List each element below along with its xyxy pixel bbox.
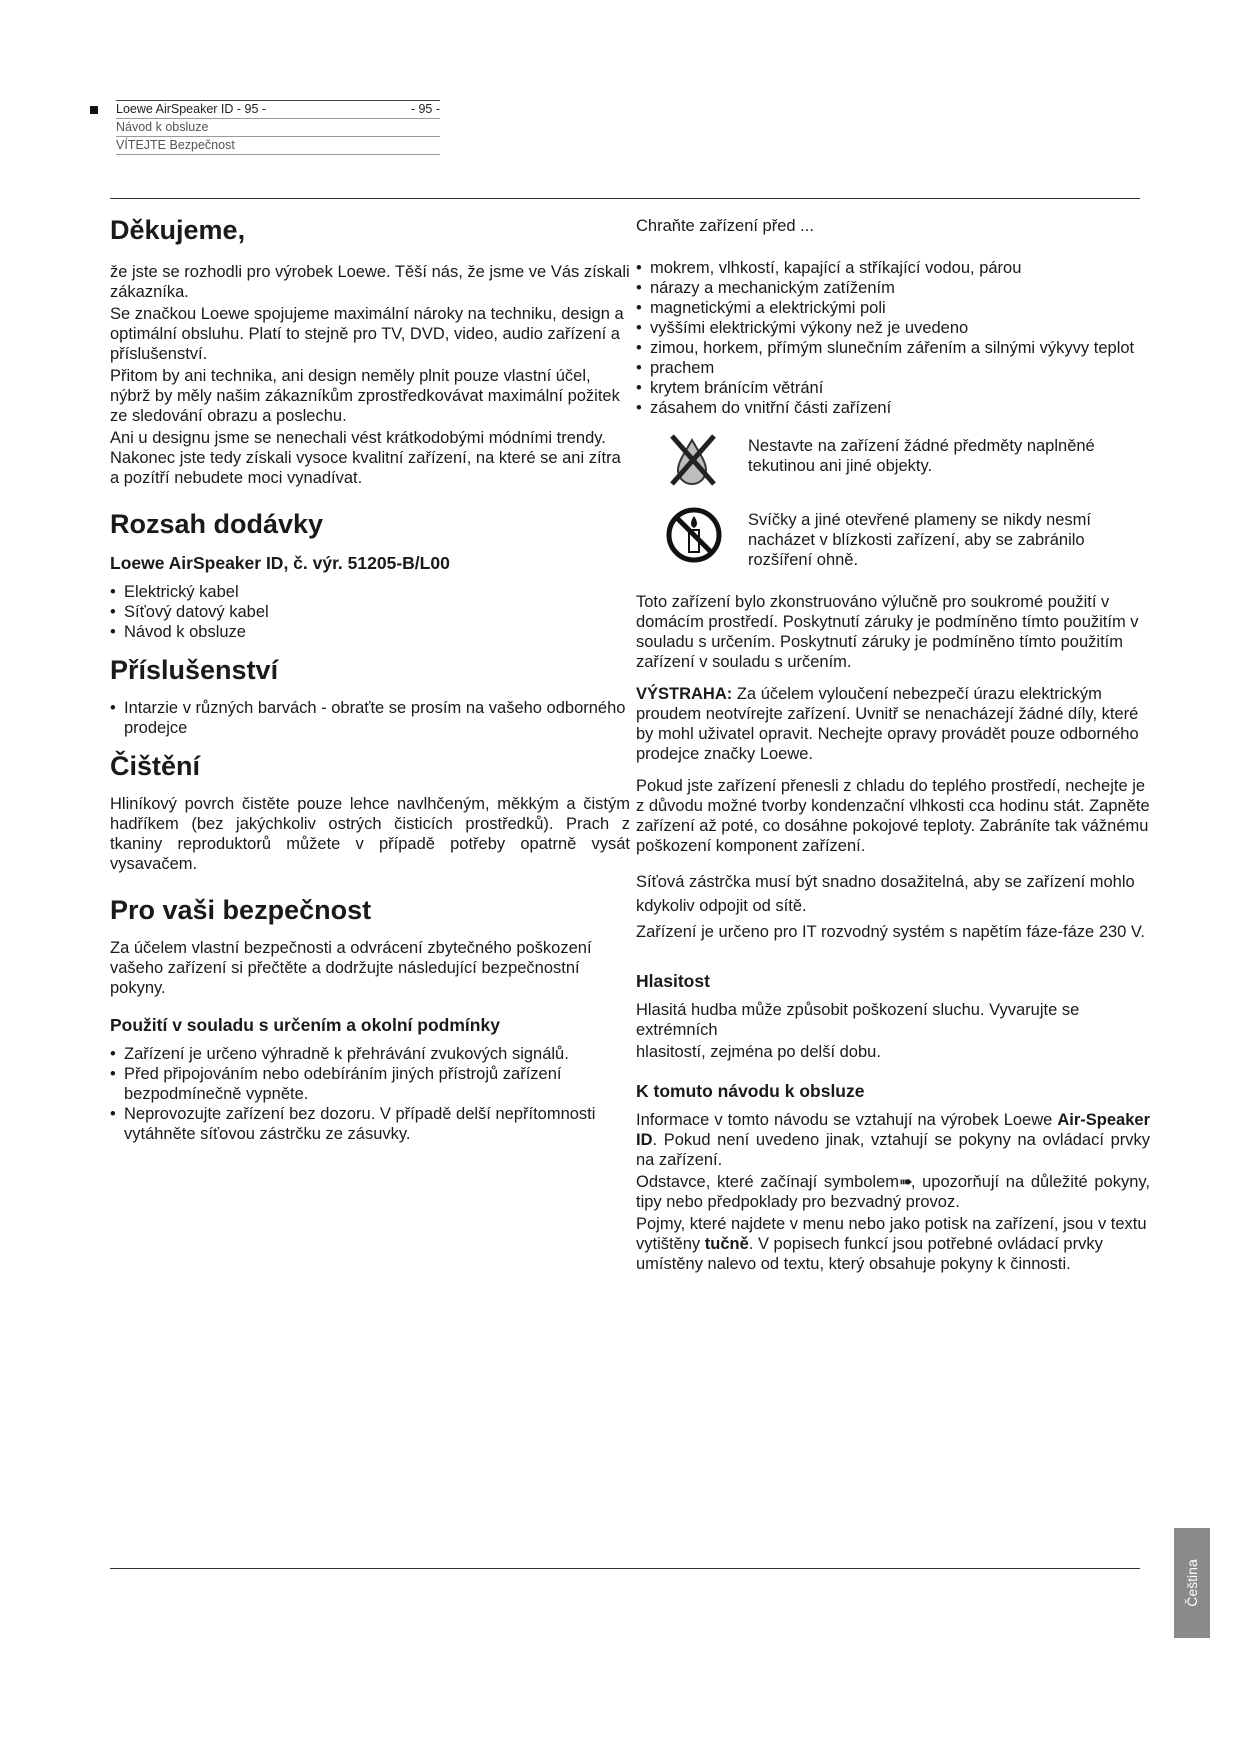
warning-text: Za účelem vyloučení nebezpečí úrazu elektrickým proudem neotvírejte zařízení. Uvnitř se nenacházejí žádné díly, které by mohl uživatel opravit. Nechejte opravy provádět pouze odborného prodejce značky Loewe. [636,685,1139,763]
about-text: , upozorňují na důležité pokyny, tipy nebo předpoklady pro bezvadný provoz. [636,1173,1151,1211]
list-item: • Síťový datový kabel [110,602,630,622]
scope-list [110,582,630,642]
cleaning-text: Hliníkový povrch čistěte pouze lehce navlhčeným, měkkým a čistým hadříkem (bez jakýchkoliv ostrých čisticích prostředků). Prach z tkaniny reproduktorů můžete v případě potřeby opatrně vysát vysavačem. [110,795,630,873]
accessories-list [110,698,630,738]
no-open-flame-icon [654,504,734,566]
safety-heading: Pro vaši bezpečnost [110,895,372,925]
about-paragraph [636,1172,1150,1212]
safety-intro: Za účelem vlastní bezpečnosti a odvrácení zbytečného poškození vašeho zařízení si přečtěte a dodržujte následující bezpečnostní pokyny. [110,939,592,997]
scope-subheading: Loewe AirSpeaker ID, č. výr. 51205-B/L00 [110,553,450,573]
scope-heading: Rozsah dodávky [110,509,324,539]
notice-flame [636,504,1150,570]
warning-paragraph [636,684,1150,764]
running-header [90,100,440,175]
list-item: • nárazy a mechanickým zatížením [636,278,1150,298]
notice-liquid-text: Nestavte na zařízení žádné předměty naplněné tekutinou ani jiné objekty. [748,437,1095,475]
list-item: • Elektrický kabel [110,582,630,602]
list-item: • Před připojováním nebo odebíráním jiných přístrojů zařízení bezpodmínečně vypněte. [110,1064,630,1104]
language-tab [1174,1528,1210,1638]
no-liquid-icon [654,430,734,492]
protect-list [636,258,1150,418]
header-title-row [116,100,440,118]
accessories-heading: Příslušenství [110,655,279,685]
it-network-text: Zařízení je určeno pro IT rozvodný systém s napětím fáze-fáze 230 V. [636,923,1146,941]
about-text: . V popisech funkcí jsou potřebné ovládací prvky umístěny nalevo od textu, který obsahuje pokyny k činnosti. [636,1235,1103,1273]
safety-list [110,1044,630,1144]
volume-text-line: hlasitostí, zejména po delší dobu. [636,1043,881,1061]
list-item: • vyššími elektrickými výkony než je uvedeno [636,318,1150,338]
list-item: • zásahem do vnitřní části zařízení [636,398,1150,418]
header-end-rule [116,154,440,175]
about-paragraph [636,1110,1150,1170]
thanks-paragraph: Ani u designu jsme se nenechali vést krátkodobými módními trendy. Nakonec jste tedy získali vysoce kvalitní zařízení, na které se ani zítra a pozítří nebudete moci vynadívat. [110,429,621,487]
private-use-text: Toto zařízení bylo zkonstruováno výlučně pro soukromé použití v domácím prostředí. Poskytnutí záruky je podmíněno tímto použitím v souladu s určením. Poskytnutí záruky je podmíněno tímto použitím zařízení v souladu s určením. [636,593,1139,671]
thanks-paragraph: že jste se rozhodli pro výrobek Loewe. Těší nás, že jsme ve Vás získali zákazníka. [110,263,630,301]
thanks-paragraph: Přitom by ani technika, ani design neměly plnit pouze vlastní účel, nýbrž by měly našim zákazníkům zprostředkovávat maximální požitek ze sledování obrazu a poslechu. [110,367,620,425]
thanks-heading: Děkujeme, [110,215,246,245]
about-paragraph [636,1214,1150,1274]
cleaning-heading: Čištění [110,751,201,781]
about-bold-word: tučně [704,1235,749,1253]
list-item: • Návod k obsluze [110,622,630,642]
right-column [636,208,1150,1276]
protect-intro: Chraňte zařízení před ... [636,217,814,235]
about-text: Pojmy, které najdete v menu nebo jako potisk na zařízení, jsou v textu vytištěny [636,1215,1147,1253]
thanks-paragraph: Se značkou Loewe spojujeme maximální nároky na techniku, design a optimální obsluhu. Platí to stejně pro TV, DVD, video, audio zařízení a příslušenství. [110,305,624,363]
about-text: . Pokud není uvedeno jinak, vztahují se pokyny na ovládací prvky na zařízení. [636,1131,1150,1169]
volume-heading: Hlasitost [636,971,710,991]
about-product-name: Air-Speaker ID [636,1111,1150,1149]
list-item: • Zařízení je určeno výhradně k přehrávání zvukových signálů. [110,1044,630,1064]
condensation-text: Pokud jste zařízení přenesli z chladu do teplého prostředí, nechejte je z důvodu možné tvorby kondenzační vlhkosti cca hodinu stát. Zapněte zařízení až poté, co dosáhne pokojové teploty. Zabráníte tak vážnému poškození komponent zařízení. [636,777,1150,855]
bottom-divider [110,1568,1140,1569]
safety-subheading: Použití v souladu s určením a okolní podmínky [110,1015,500,1035]
about-text: Odstavce, které začínají symbolem [636,1173,900,1191]
header-subtitle: Návod k obsluze [116,118,440,136]
list-item: • prachem [636,358,1150,378]
about-text: Informace v tomto návodu se vztahují na výrobek Loewe [636,1111,1058,1129]
list-item: • Neprovozujte zařízení bez dozoru. V případě delší nepřítomnosti vytáhněte síťovou zástrčku ze zásuvky. [110,1104,630,1144]
list-item: • magnetickými a elektrickými poli [636,298,1150,318]
notice-flame-text: Svíčky a jiné otevřené plameny se nikdy nesmí nacházet v blízkosti zařízení, aby se zabránilo rozšíření ohně. [748,511,1091,569]
warning-label: VÝSTRAHA: [636,685,733,703]
language-tab-label: Čeština [1184,1559,1200,1607]
plug-access-text: Síťová zástrčka musí být snadno dosažitelná, aby se zařízení mohlo kdykoliv odpojit od sítě. [636,873,1135,915]
arrow-icon: ➠ [899,1173,911,1191]
about-heading: K tomuto návodu k obsluze [636,1081,865,1101]
header-page-number: - 95 - [410,102,440,116]
list-item: • mokrem, vlhkostí, kapající a stříkající vodou, párou [636,258,1150,278]
top-divider [110,198,1140,199]
list-item: • zimou, horkem, přímým slunečním zářením a silnými výkyvy teplot [636,338,1150,358]
list-item: • krytem bránícím větrání [636,378,1150,398]
left-column [110,208,630,1156]
header-square-marker [90,106,98,114]
header-section: VÍTEJTE Bezpečnost [116,136,440,154]
list-item: • Intarzie v různých barvách - obraťte se prosím na vašeho odborného prodejce [110,698,630,738]
volume-text-line: Hlasitá hudba může způsobit poškození sluchu. Vyvarujte se extrémních [636,1001,1080,1039]
header-doc-title: Loewe AirSpeaker ID - 95 - [116,102,267,116]
notice-liquid [636,430,1150,492]
